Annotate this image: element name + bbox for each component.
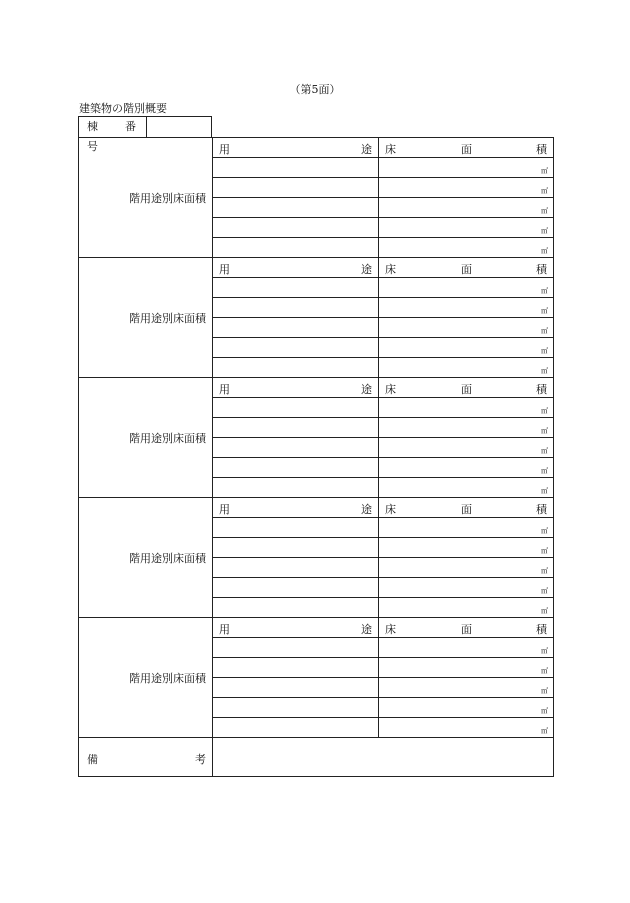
floor-header-row: [79, 258, 554, 278]
area-unit: ㎡: [541, 727, 548, 735]
floor-area-table: [78, 137, 554, 777]
floor-label: 階用途別床面積: [79, 498, 213, 618]
area-unit: ㎡: [541, 607, 548, 615]
use-header: [213, 378, 379, 398]
area-unit: ㎡: [541, 227, 548, 235]
area-field[interactable]: [379, 398, 554, 418]
area-header-char: 床: [385, 263, 396, 276]
use-header-char: 途: [361, 143, 372, 156]
area-field[interactable]: [379, 358, 554, 378]
floor-header-row: [79, 138, 554, 158]
building-number-field[interactable]: [147, 117, 211, 137]
building-number-box: [78, 116, 212, 153]
document-title: 建築物の階別概要: [79, 102, 167, 115]
use-field[interactable]: [213, 698, 379, 718]
area-field[interactable]: [379, 338, 554, 358]
area-header-char: 積: [536, 263, 547, 276]
area-field[interactable]: [379, 578, 554, 598]
area-header-char: 床: [385, 623, 396, 636]
area-unit: ㎡: [541, 427, 548, 435]
area-header: [379, 138, 554, 158]
area-unit: ㎡: [541, 647, 548, 655]
area-unit: ㎡: [541, 587, 548, 595]
area-field[interactable]: [379, 458, 554, 478]
building-number-label: 棟 番 号: [79, 117, 147, 137]
area-field[interactable]: [379, 478, 554, 498]
area-header-char: 面: [461, 623, 472, 636]
use-header-char: 用: [219, 143, 230, 156]
use-header-char: 用: [219, 623, 230, 636]
use-field[interactable]: [213, 578, 379, 598]
area-field[interactable]: [379, 698, 554, 718]
area-unit: ㎡: [541, 527, 548, 535]
area-field[interactable]: [379, 198, 554, 218]
use-header-char: 途: [361, 503, 372, 516]
area-header-char: 積: [536, 143, 547, 156]
use-header-char: 用: [219, 503, 230, 516]
use-field[interactable]: [213, 598, 379, 618]
area-unit: ㎡: [541, 467, 548, 475]
use-field[interactable]: [213, 278, 379, 298]
use-header-char: 途: [361, 263, 372, 276]
area-unit: ㎡: [541, 367, 548, 375]
area-unit: ㎡: [541, 327, 548, 335]
floor-header-row: [79, 378, 554, 398]
floor-header-row: [79, 618, 554, 638]
area-header: [379, 378, 554, 398]
use-field[interactable]: [213, 358, 379, 378]
remarks-label-char: 考: [195, 753, 206, 766]
area-unit: ㎡: [541, 347, 548, 355]
use-field[interactable]: [213, 398, 379, 418]
use-field[interactable]: [213, 678, 379, 698]
remarks-label: [79, 738, 213, 777]
area-header: [379, 618, 554, 638]
floor-label: 階用途別床面積: [79, 138, 213, 258]
area-header: [379, 258, 554, 278]
area-unit: ㎡: [541, 707, 548, 715]
area-field[interactable]: [379, 418, 554, 438]
floor-label: 階用途別床面積: [79, 618, 213, 738]
area-unit: ㎡: [541, 567, 548, 575]
use-field[interactable]: [213, 178, 379, 198]
use-header-char: 用: [219, 263, 230, 276]
use-header-char: 用: [219, 383, 230, 396]
area-header-char: 面: [461, 503, 472, 516]
area-header-char: 積: [536, 383, 547, 396]
area-field[interactable]: [379, 638, 554, 658]
area-header-char: 積: [536, 503, 547, 516]
use-field[interactable]: [213, 478, 379, 498]
area-header-char: 床: [385, 143, 396, 156]
use-header: [213, 498, 379, 518]
use-field[interactable]: [213, 458, 379, 478]
remarks-field[interactable]: [213, 738, 554, 777]
area-field[interactable]: [379, 238, 554, 258]
use-field[interactable]: [213, 518, 379, 538]
area-field[interactable]: [379, 218, 554, 238]
area-header-char: 床: [385, 503, 396, 516]
use-field[interactable]: [213, 558, 379, 578]
use-field[interactable]: [213, 158, 379, 178]
area-field[interactable]: [379, 178, 554, 198]
area-unit: ㎡: [541, 547, 548, 555]
area-field[interactable]: [379, 318, 554, 338]
area-unit: ㎡: [541, 487, 548, 495]
area-header-char: 面: [461, 383, 472, 396]
area-header-char: 床: [385, 383, 396, 396]
use-header: [213, 258, 379, 278]
area-field[interactable]: [379, 278, 554, 298]
area-header-char: 面: [461, 143, 472, 156]
page-heading: （第5面）: [289, 83, 341, 96]
use-field[interactable]: [213, 318, 379, 338]
use-field[interactable]: [213, 418, 379, 438]
area-unit: ㎡: [541, 247, 548, 255]
area-field[interactable]: [379, 718, 554, 738]
area-field[interactable]: [379, 538, 554, 558]
use-field[interactable]: [213, 538, 379, 558]
use-field[interactable]: [213, 658, 379, 678]
use-field[interactable]: [213, 438, 379, 458]
floor-label: 階用途別床面積: [79, 378, 213, 498]
use-field[interactable]: [213, 638, 379, 658]
use-field[interactable]: [213, 718, 379, 738]
use-header: [213, 138, 379, 158]
remarks-label-char: 備: [87, 753, 98, 766]
floor-header-row: [79, 498, 554, 518]
remarks-row: [79, 738, 554, 777]
use-header-char: 途: [361, 623, 372, 636]
floor-label: 階用途別床面積: [79, 258, 213, 378]
area-header-char: 積: [536, 623, 547, 636]
use-header: [213, 618, 379, 638]
area-unit: ㎡: [541, 167, 548, 175]
use-field[interactable]: [213, 298, 379, 318]
area-unit: ㎡: [541, 407, 548, 415]
area-field[interactable]: [379, 158, 554, 178]
area-unit: ㎡: [541, 687, 548, 695]
area-unit: ㎡: [541, 207, 548, 215]
area-header-char: 面: [461, 263, 472, 276]
area-field[interactable]: [379, 658, 554, 678]
area-unit: ㎡: [541, 287, 548, 295]
area-field[interactable]: [379, 598, 554, 618]
area-field[interactable]: [379, 518, 554, 538]
area-field[interactable]: [379, 438, 554, 458]
area-header: [379, 498, 554, 518]
area-unit: ㎡: [541, 447, 548, 455]
area-field[interactable]: [379, 678, 554, 698]
use-field[interactable]: [213, 218, 379, 238]
area-field[interactable]: [379, 558, 554, 578]
area-field[interactable]: [379, 298, 554, 318]
area-unit: ㎡: [541, 667, 548, 675]
area-unit: ㎡: [541, 307, 548, 315]
use-field[interactable]: [213, 338, 379, 358]
use-header-char: 途: [361, 383, 372, 396]
use-field[interactable]: [213, 238, 379, 258]
area-unit: ㎡: [541, 187, 548, 195]
use-field[interactable]: [213, 198, 379, 218]
